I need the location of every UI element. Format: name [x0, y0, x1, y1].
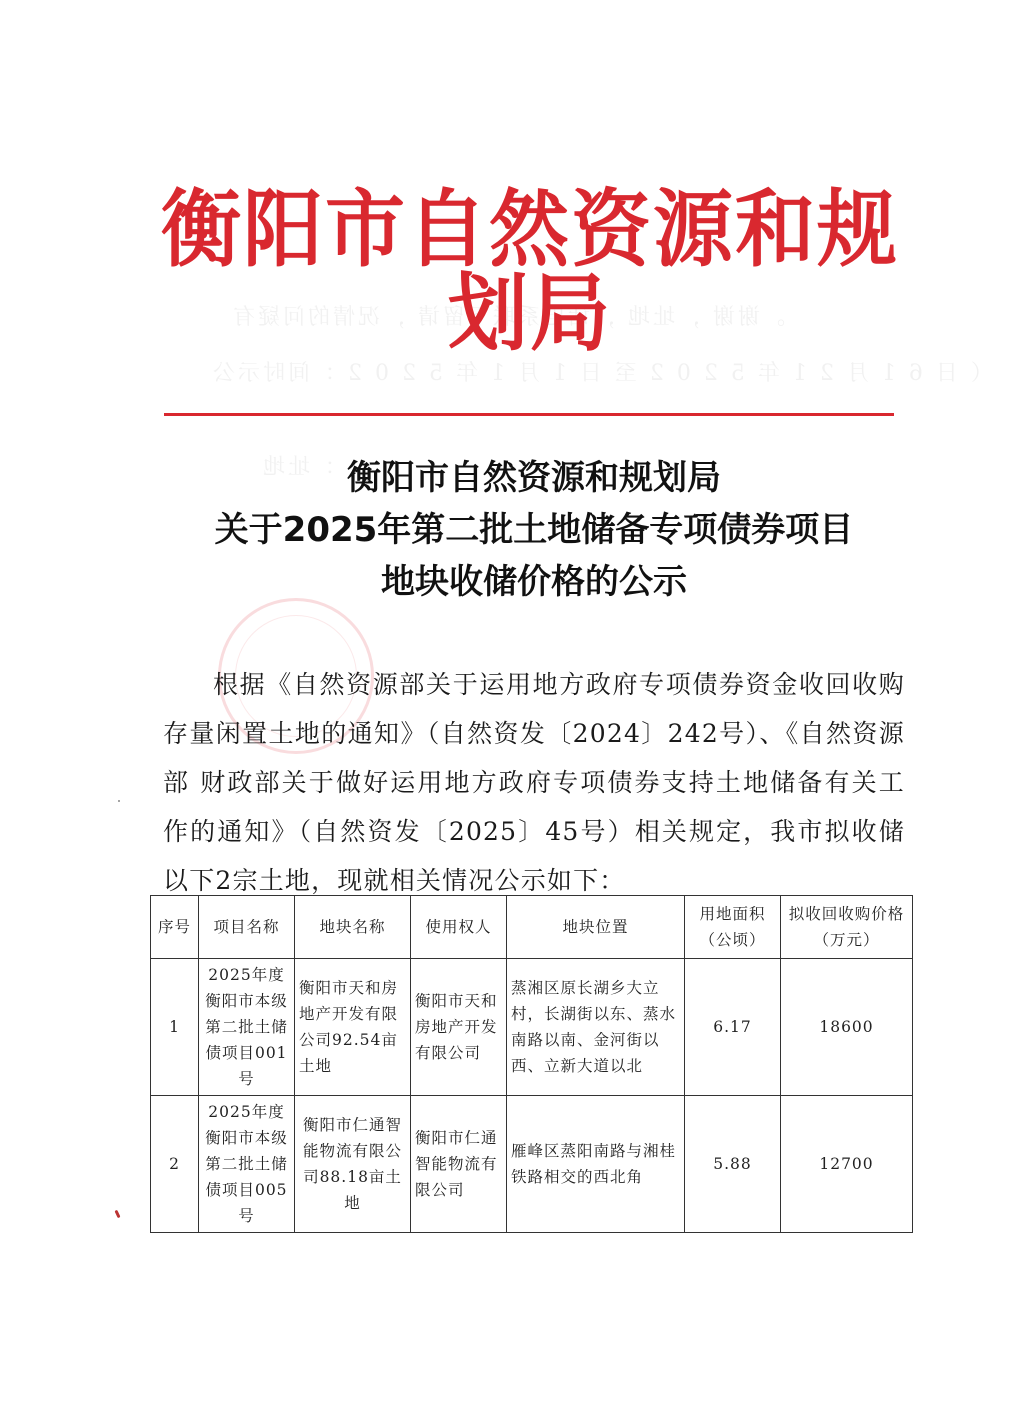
cell-no: 1	[151, 959, 199, 1096]
header-area: 用地面积（公顷）	[685, 896, 781, 959]
title-line-3: 地块收储价格的公示	[381, 562, 687, 602]
letterhead-red-rule	[164, 413, 894, 416]
letterhead-organization: 衡阳市自然资源和规划局	[161, 180, 899, 363]
header-parcel: 地块名称	[295, 896, 411, 959]
cell-area: 6.17	[685, 959, 781, 1096]
header-no: 序号	[151, 896, 199, 959]
cell-price: 12700	[781, 1096, 913, 1233]
bleed-through-texture: （ 日 6 1 月 2 1 年 5 2 0 2 至 日 1 月 1 年 5 2 0 2 ：间时示公	[210, 361, 993, 386]
scan-speck	[114, 1210, 120, 1219]
table-row	[151, 959, 913, 1096]
cell-area: 5.88	[685, 1096, 781, 1233]
cell-price: 18600	[781, 959, 913, 1096]
bleed-through-texture: 。谢谢 ，址地 ，话电系联下留请 ，况情的问疑有	[230, 305, 785, 330]
header-owner: 使用权人	[411, 896, 507, 959]
header-location: 地块位置	[507, 896, 685, 959]
document-title	[150, 452, 918, 608]
cell-project: 2025年度衡阳市本级第二批土储债项目005号	[199, 1096, 295, 1233]
cell-location: 蒸湘区原长湖乡大立村，长湖街以东、蒸水南路以南、金河街以西、立新大道以北	[507, 959, 685, 1096]
cell-owner: 衡阳市天和房地产开发有限公司	[411, 959, 507, 1096]
title-line-2: 关于2025年第二批土地储备专项债券项目	[214, 510, 854, 550]
cell-parcel: 衡阳市天和房地产开发有限公司92.54亩土地	[295, 959, 411, 1096]
cell-project: 2025年度衡阳市本级第二批土储债项目001号	[199, 959, 295, 1096]
body-paragraph: 根据《自然资源部关于运用地方政府专项债券资金收回收购存量闲置土地的通知》（自然资发〔2024〕242号）、《自然资源部 财政部关于做好运用地方政府专项债券支持土地储备有关工作的通知》（自然资发〔2025〕45号）相关规定，我市拟收储以下2宗土地，现就相关情况公示如下：	[163, 670, 905, 895]
table-row	[151, 1096, 913, 1233]
cell-owner: 衡阳市仁通智能物流有限公司	[411, 1096, 507, 1233]
cell-location: 雁峰区蒸阳南路与湘桂铁路相交的西北角	[507, 1096, 685, 1233]
header-price: 拟收回收购价格（万元）	[781, 896, 913, 959]
title-line-1: 衡阳市自然资源和规划局	[347, 458, 721, 498]
header-project: 项目名称	[199, 896, 295, 959]
cell-parcel: 衡阳市仁通智能物流有限公司88.18亩土地	[295, 1096, 411, 1233]
land-parcel-table	[150, 895, 913, 1233]
cell-no: 2	[151, 1096, 199, 1233]
scan-speck	[118, 800, 120, 802]
table-header-row	[151, 896, 913, 959]
bleed-through-texture: ：址地	[260, 455, 336, 480]
